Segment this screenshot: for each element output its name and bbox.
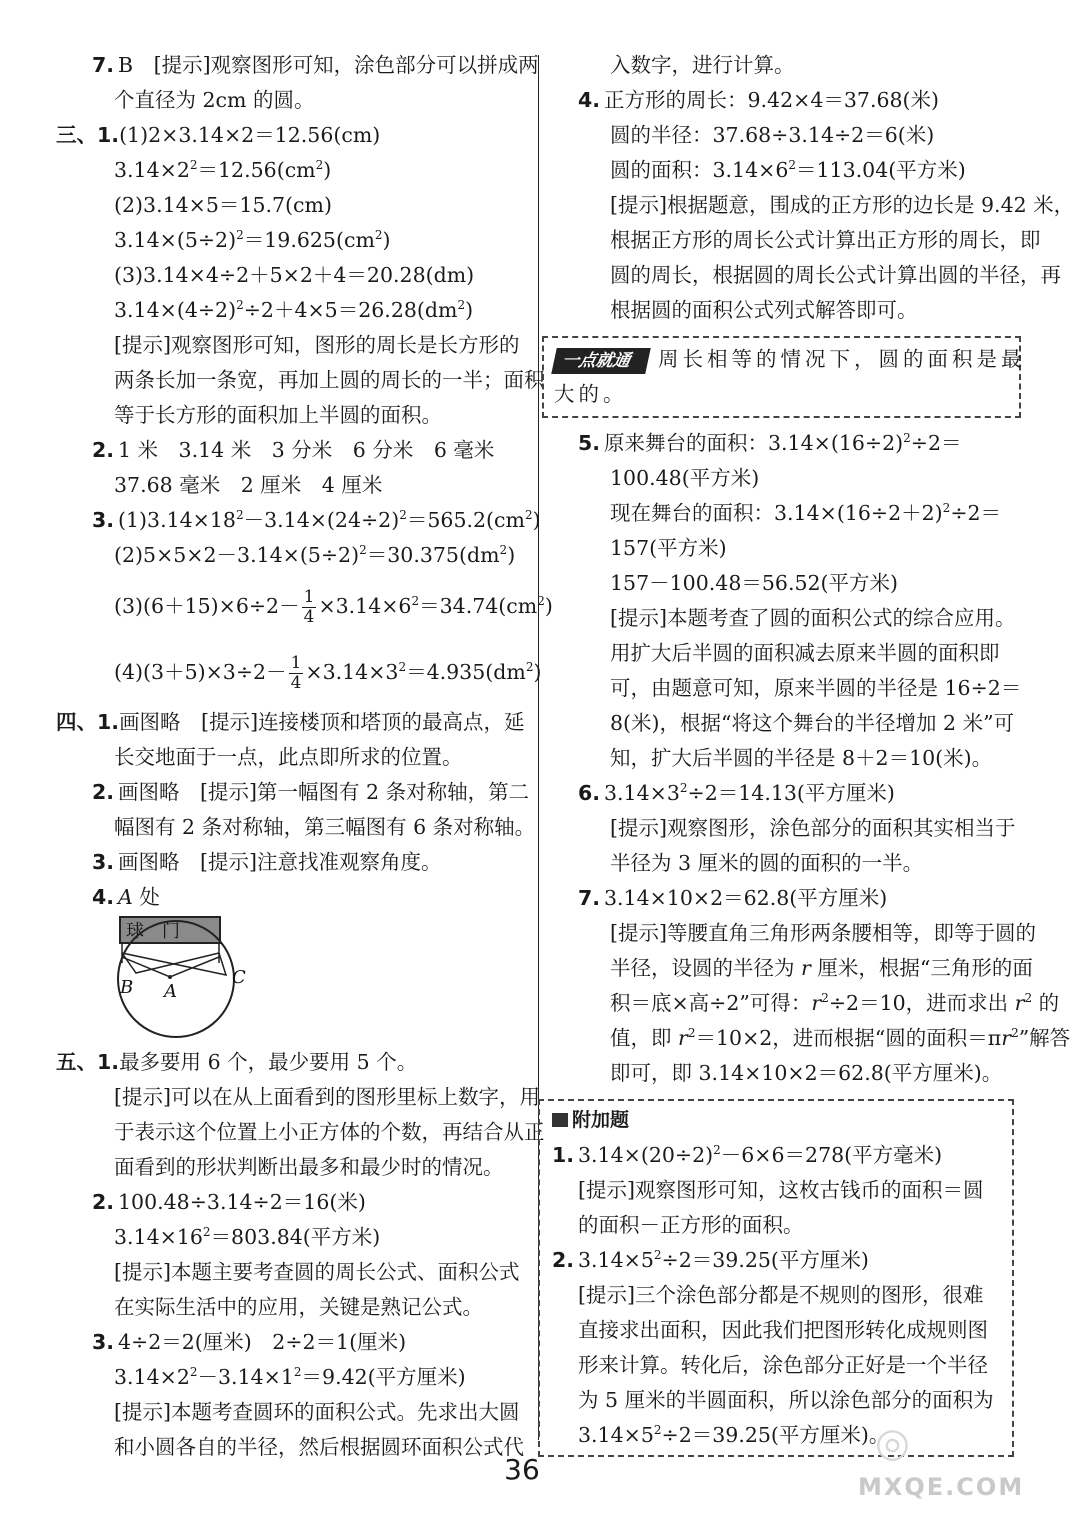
tip-label: 提示 <box>618 816 659 840</box>
goal-circle-figure <box>114 915 526 1045</box>
tip-label: 提示 <box>208 780 249 804</box>
tip-label: 提示 <box>586 1283 627 1307</box>
tip-label: 提示 <box>161 53 203 77</box>
tip-label: 提示 <box>618 606 659 630</box>
page-number: 36 <box>504 1453 540 1486</box>
goal-label: 球 门 <box>126 921 180 942</box>
bonus-icon <box>552 1113 568 1127</box>
section-heading: 四、 <box>56 710 97 734</box>
question-number: 7. <box>91 53 114 77</box>
watermark-text: MXQE.COM <box>858 1473 1025 1501</box>
tip-label: 提示 <box>618 921 659 945</box>
point-B: B <box>120 977 134 998</box>
tip-label: 提示 <box>209 710 251 734</box>
section-heading: 五、 <box>56 1050 97 1074</box>
tip-label: 提示 <box>586 1178 627 1202</box>
point-A: A <box>164 981 177 1002</box>
bonus-section: 附加题 1. $3.14\times(20\div 2)^2-6\times 6=278$(平方毫米) [提示]观察图形可知，这枚古钱币的面积＝圆 的面积－正方形的面积。 2. $3.14\times 5^2\div 2=39.25$(平方厘米) [提示]三个涂色部分都是不规则的图形，很难 直接求出面积，因此我们把图形转化成规则图 形来计算。转化后，涂色部分正好是一个半径 为 5 厘米的半圆面积，所以涂色部分的面积为 $3.14\times 5^2\div 2=39.25$(平方厘米)。 <box>538 1099 1014 1457</box>
left-column: 7. B [提示]观察图形可知，涂色部分可以拼成两 个直径为 2cm 的圆。 三、1.(1)2×3.14×2＝12.56(cm) $3.14\times 2^2=12.56(cm^2)$ (2)3.14×5＝15.7(cm) $3.14\times(5\div 2)^2=19.625(cm^2)$ (3)3.14×4÷2＋5×2＋4＝20.28(dm) $3.14\times(4\div 2)^2\div 2+4\times 5=26.28(dm^2)$ [提示]观察图形可知，图形的周长是长方形的 两条长加一条宽，再加上圆的周长的一半；面积 等于长方形的面积加上半圆的面积。 2. 1 米 3.14 米 3 分米 6 分米 6 毫米 37.68 毫米 2 厘米 4 厘米 3. $(1)3.14\times 18^2-3.14\times(24\div 2)^2=565.2(cm^2)$ $(2)5\times 5\times 2-3.14\times(5\div 2)^2=30.375(dm^2)$ (3)(6＋15)×6÷2－ $\frac{1}{4}$ $\times 3.14\times 6^2=34.74(cm^2)$ (4)(3＋5)×3÷2－ $\frac{1}{4}$ $\times 3.14\times 3^2=4.935(dm^2)$ 四、1.画图略 [提示]连接楼顶和塔顶的最高点，延 长交地面于一点，此点即所求的位置。 2. 画图略 [提示]第一幅图有 2 条对称轴，第二 幅图有 2 条对称轴，第三幅图有 6 条对称轴。 3. 画图略 [提示]注意找准观察角度。 4. A 处 球 门 B A C 五、1.最多要用 6 个，最少要用 5 个。 [提示]可以在从上面看到的图形里标上数字，用 于表示这个位置上小正方体的个数，再结合从正 面看到的形状判断出最多和最少时的情况。 2. 100.48÷3.14÷2＝16(米) $3.14\times 16^2=803.84$(平方米) [提示]本题主要考查圆的周长公式、面积公式 在实际生活中的应用，关键是熟记公式。 3. 4÷2＝2(厘米) 2÷2＝1(厘米) $3.14\times 2^2-3.14\times 1^2=9.42$(平方厘米) [提示]本题考查圆环的面积公式。先求出大圆 和小圆各自的半径，然后根据圆环面积公式代 <box>56 48 526 1465</box>
tip-label: 提示 <box>618 193 659 217</box>
tip-label: 提示 <box>122 1400 163 1424</box>
tip-label: 提示 <box>208 850 249 874</box>
point-C: C <box>232 967 246 988</box>
section-heading: 三、 <box>56 123 97 147</box>
fraction: $\frac{1}{4}$ <box>303 587 315 627</box>
goal-diagram <box>114 915 294 1045</box>
line-A <box>122 957 219 977</box>
watermark-logo: ◎ <box>875 1419 910 1466</box>
key-point-tag: 一点就通 <box>551 348 651 374</box>
key-point-box: 一点就通 周长相等的情况下，圆的面积是最 大的。 <box>542 336 1021 418</box>
fraction: $\frac{1}{4}$ <box>290 653 302 693</box>
right-column: 入数字，进行计算。 4. 正方形的周长：9.42×4＝37.68(米) 圆的半径：37.68÷3.14÷2＝6(米) 圆的面积：$3.14\times 6^2=113.04$(平方米) [提示]根据题意，围成的正方形的边长是 9.42 米， 根据正方形的周长公式计算出正方形的周长，即 圆的周长，根据圆的周长公式计算出圆的半径，再 根据圆的面积公式列式解答即可。 一点就通 周长相等的情况下，圆的面积是最 大的。 5. 原来舞台的面积：$3.14\times(16\div 2)^2\div 2=$ 100.48(平方米) 现在舞台的面积：$3.14\times(16\div 2+2)^2\div 2=$ 157(平方米) 157－100.48＝56.52(平方米) [提示]本题考查了圆的面积公式的综合应用。 用扩大后半圆的面积减去原来半圆的面积即 可，由题意可知，原来半圆的半径是 16÷2＝ 8(米)，根据“将这个舞台的半径增加 2 米”可 知，扩大后半圆的半径是 8＋2＝10(米)。 6. $3.14\times 3^2\div 2=14.13$(平方厘米) [提示]观察图形，涂色部分的面积其实相当于 半径为 3 厘米的圆的面积的一半。 7. 3.14×10×2＝62.8(平方厘米) [提示]等腰直角三角形两条腰相等，即等于圆的 半径，设圆的半径为 r 厘米，根据“三角形的面 积＝底×高÷2”可得：$r^2\div 2=10$，进而求出 $r^2$ 的 值，即 $r^2=10\times 2$，进而根据“圆的面积$=\pi r^2$”解答 即可，即 3.14×10×2＝62.8(平方厘米)。 附加题 1. $3.14\times(20\div 2)^2-6\times 6=278$(平方毫米) [提示]观察图形可知，这枚古钱币的面积＝圆 的面积－正方形的面积。 2. $3.14\times 5^2\div 2=39.25$(平方厘米) [提示]三个涂色部分都是不规则的图形，很难 直接求出面积，因此我们把图形转化成规则图 形来计算。转化后，涂色部分正好是一个半径 为 5 厘米的半圆面积，所以涂色部分的面积为 $3.14\times 5^2\div 2=39.25$(平方厘米)。 <box>552 48 1022 1457</box>
tip-label: 提示 <box>122 1260 163 1284</box>
tip-label: 提示 <box>122 1085 163 1109</box>
bonus-heading: 附加题 <box>572 1109 630 1131</box>
tip-label: 提示 <box>122 333 163 357</box>
